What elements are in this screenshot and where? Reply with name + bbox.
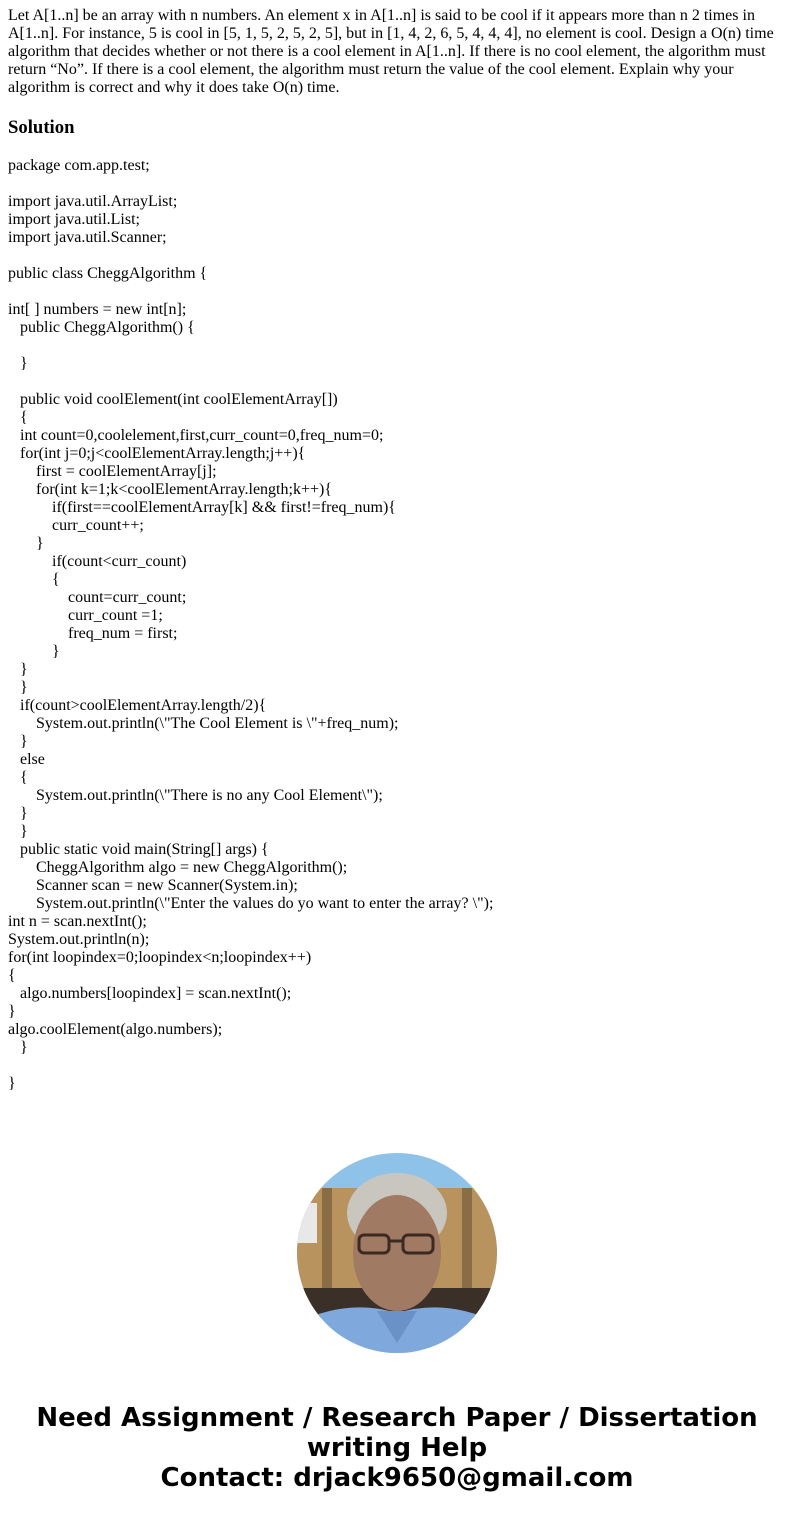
author-photo-icon [297, 1153, 497, 1353]
code-line: System.out.println(\"The Cool Element is \"+freq_num); [8, 715, 399, 732]
promo-contact: Contact: drjack9650@gmail.com [160, 1463, 634, 1493]
code-line: if(count<curr_count) [8, 553, 187, 570]
code-line: { [8, 769, 28, 786]
code-line: System.out.println(\"There is no any Cool Element\"); [8, 787, 383, 804]
code-line [8, 175, 493, 193]
code-line: System.out.println(n); [8, 931, 150, 948]
code-line: } [8, 535, 44, 552]
code-line: import java.util.Scanner; [8, 229, 167, 246]
code-line: { [8, 409, 28, 426]
code-line: } [8, 1039, 28, 1056]
code-line: for(int k=1;k<coolElementArray.length;k++){ [8, 481, 332, 498]
code-line: algo.numbers[loopindex] = scan.nextInt(); [8, 985, 292, 1002]
code-line: } [8, 805, 28, 822]
code-line: curr_count =1; [8, 607, 163, 624]
code-line: else [8, 751, 45, 768]
code-line: public class CheggAlgorithm { [8, 265, 208, 282]
code-block [8, 157, 493, 1093]
code-line: { [8, 967, 16, 984]
code-line: } [8, 679, 28, 696]
code-line: public CheggAlgorithm() { [8, 319, 195, 336]
code-line: } [8, 823, 28, 840]
code-line: if(count>coolElementArray.length/2){ [8, 697, 267, 714]
code-line: } [8, 355, 28, 372]
code-line: package com.app.test; [8, 157, 150, 174]
code-line: if(first==coolElementArray[k] && first!=freq_num){ [8, 499, 396, 516]
code-line: int n = scan.nextInt(); [8, 913, 147, 930]
author-avatar [297, 1153, 497, 1353]
code-line: int count=0,coolelement,first,curr_count=0,freq_num=0; [8, 427, 384, 444]
code-line: CheggAlgorithm algo = new CheggAlgorithm(); [8, 859, 348, 876]
code-line: public static void main(String[] args) { [8, 841, 269, 858]
code-line: int[ ] numbers = new int[n]; [8, 301, 187, 318]
code-line: } [8, 661, 28, 678]
code-line: Scanner scan = new Scanner(System.in); [8, 877, 298, 894]
code-line: curr_count++; [8, 517, 144, 534]
code-line: } [8, 733, 28, 750]
code-line: } [8, 1003, 16, 1020]
code-line: first = coolElementArray[j]; [8, 463, 217, 480]
promo-banner [0, 1403, 794, 1493]
code-line: freq_num = first; [8, 625, 178, 642]
solution-heading: Solution [8, 117, 75, 138]
code-line: import java.util.List; [8, 211, 140, 228]
promo-line-2: writing Help [306, 1433, 488, 1463]
code-line: { [8, 571, 60, 588]
code-line [8, 283, 493, 301]
code-line: public void coolElement(int coolElementArray[]) [8, 391, 338, 408]
code-line: } [8, 1075, 16, 1092]
code-line [8, 1057, 493, 1075]
code-line: System.out.println(\"Enter the values do yo want to enter the array? \"); [8, 895, 494, 912]
promo-line-1: Need Assignment / Research Paper / Dissertation [36, 1403, 758, 1433]
code-line: } [8, 643, 60, 660]
code-line: for(int j=0;j<coolElementArray.length;j++){ [8, 445, 306, 462]
code-line [8, 247, 493, 265]
question-text: Let A[1..n] be an array with n numbers. An element x in A[1..n] is said to be cool if it appears more than n 2 times in A[1..n]. For instance, 5 is cool in [5, 1, 5, 2, 5, 2, 5], but in [1, 4, 2, 6, 5, 4, 4, 4], no element is cool. Design a O(n) time algorithm that decides whether or not there is a cool element in A[1..n]. If there is no cool element, the algorithm must return “No”. If there is a cool element, the algorithm must return the value of the cool element. Explain why your algorithm is correct and why it does take O(n) time. [8, 7, 774, 96]
code-line: for(int loopindex=0;loopindex<n;loopindex++) [8, 949, 312, 966]
code-line [8, 337, 493, 355]
code-line: algo.coolElement(algo.numbers); [8, 1021, 223, 1038]
code-line: import java.util.ArrayList; [8, 193, 178, 210]
code-line [8, 373, 493, 391]
code-line: count=curr_count; [8, 589, 187, 606]
